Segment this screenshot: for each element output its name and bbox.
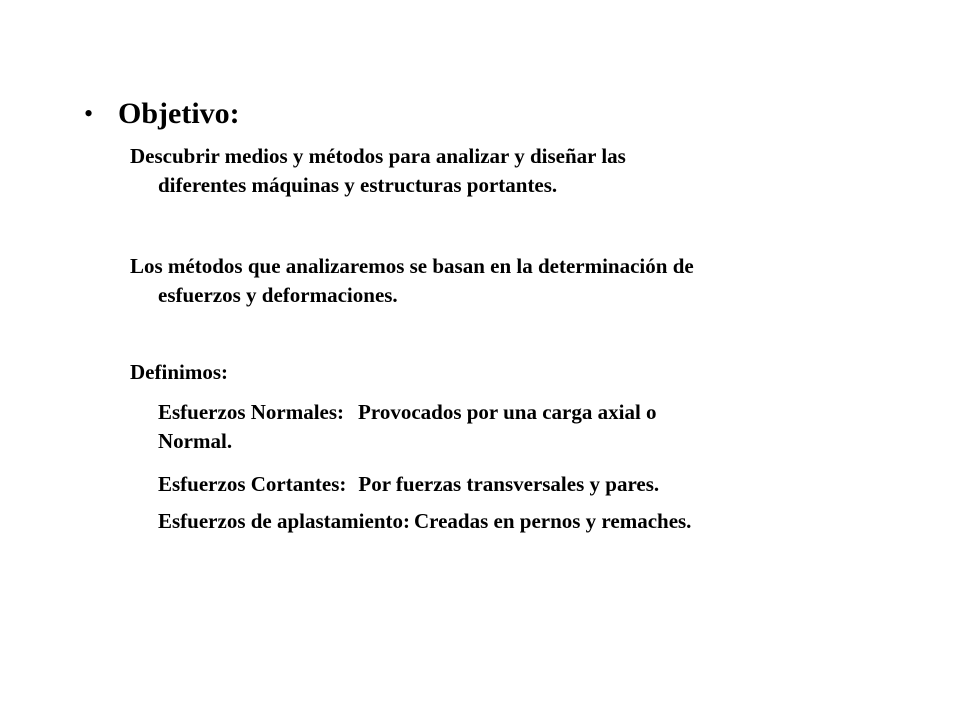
definition-term: Esfuerzos Normales: xyxy=(158,400,345,424)
paragraph-line: Descubrir medios y métodos para analizar y diseñar las xyxy=(130,144,626,168)
paragraph-methods xyxy=(130,252,890,310)
definition-description: Por fuerzas transversales y pares. xyxy=(358,472,660,496)
definition-item-cortantes xyxy=(158,470,878,499)
paragraph-line: esfuerzos y deformaciones. xyxy=(158,283,398,307)
heading-row xyxy=(84,94,240,134)
definition-description: Provocados por una carga axial o xyxy=(358,400,657,424)
slide-heading: Objetivo: xyxy=(118,97,240,130)
definition-description: Creadas en pernos y remaches. xyxy=(413,509,692,533)
definitions-label xyxy=(130,358,890,387)
definition-item-normales xyxy=(158,398,878,456)
paragraph-line: Los métodos que analizaremos se basan en la determinación de xyxy=(130,254,694,278)
definitions-label-text: Definimos: xyxy=(130,360,228,384)
paragraph-line: diferentes máquinas y estructuras portantes. xyxy=(158,173,558,197)
bullet-icon: • xyxy=(84,99,94,128)
definition-description-cont: Normal. xyxy=(158,429,233,453)
definition-item-aplastamiento xyxy=(158,507,878,536)
definition-term: Esfuerzos de aplastamiento: xyxy=(158,509,410,533)
definition-term: Esfuerzos Cortantes: xyxy=(158,472,347,496)
paragraph-objective xyxy=(130,142,890,200)
